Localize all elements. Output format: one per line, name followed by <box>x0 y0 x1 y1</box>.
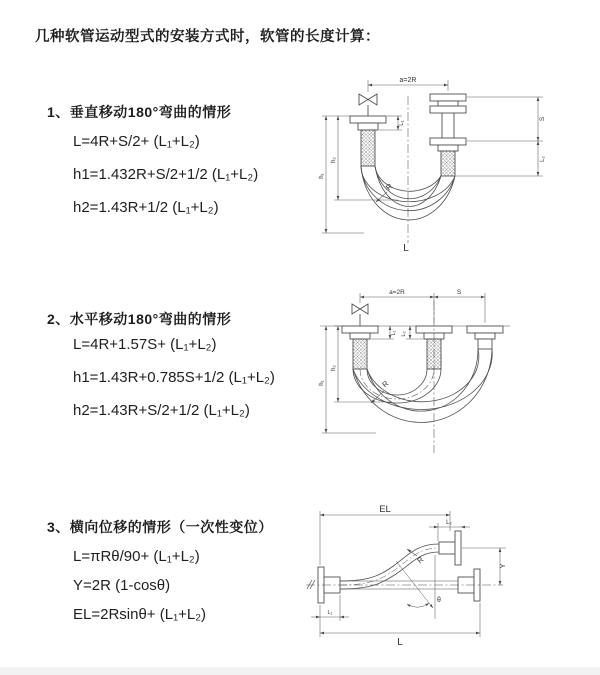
dim-label-h1: h₁ <box>319 173 325 179</box>
formula-line: L=4R+1.57S+ (L₁+L₂) <box>73 336 217 353</box>
dim-label-l1: L₁ <box>391 330 397 336</box>
dim-label-a2r: a=2R <box>389 289 405 296</box>
radius-label: R <box>415 554 426 566</box>
pipe-break-mark <box>307 580 315 589</box>
dim-label-el: EL <box>379 504 391 515</box>
dim-label-l2: L₂ <box>540 156 546 162</box>
diagram-horizontal-180-bend <box>312 283 562 463</box>
section-1-heading: 1、垂直移动180°弯曲的情形 <box>47 104 232 120</box>
right-flanges <box>430 94 466 151</box>
dim-label-l1: L₁ <box>399 120 405 126</box>
formula-line: L=4R+S/2+ (L₁+L₂) <box>73 133 200 150</box>
diagram-lateral-displacement <box>298 503 580 648</box>
radius-label: R <box>384 181 395 193</box>
dim-label-s: S <box>456 289 462 296</box>
formula-line: L=πRθ/90+ (L₁+L₂) <box>73 548 200 565</box>
formula-line: h1=1.432R+S/2+1/2 (L₁+L₂) <box>73 166 259 183</box>
diagram-vertical-180-bend <box>310 68 560 258</box>
dim-label-a2r: a=2R <box>399 77 417 84</box>
dim-label-h2: h₂ <box>331 157 337 163</box>
left-braided-section <box>353 339 367 369</box>
dim-label-l1: L₁ <box>327 610 333 616</box>
dim-label-s: S <box>539 116 546 122</box>
section-2-heading: 2、水平移动180°弯曲的情形 <box>47 311 232 327</box>
angle-construction <box>396 555 435 619</box>
left-flange <box>350 116 386 130</box>
formula-line: h2=1.43R+1/2 (L₁+L₂) <box>73 199 219 216</box>
right-braided-section <box>441 151 455 176</box>
valve-icon <box>352 304 368 326</box>
dim-label-h2: h₂ <box>331 365 337 371</box>
length-label: L <box>397 637 403 648</box>
hose-s-curve <box>340 544 439 589</box>
radius-label: R <box>380 378 391 390</box>
page-title: 几种软管运动型式的安装方式时，软管的长度计算： <box>35 29 380 45</box>
formula-line: Y=2R (1-cosθ) <box>73 577 171 594</box>
formula-line: h2=1.43R+S/2+1/2 (L₁+L₂) <box>73 402 250 419</box>
dim-label-l2: L₂ <box>401 331 407 337</box>
left-braided-section <box>361 130 375 166</box>
dim-label-h1: h₁ <box>319 380 325 386</box>
dim-label-l2: L₂ <box>446 520 452 526</box>
scan-edge <box>0 667 600 675</box>
formula-line: EL=2Rsinθ+ (L₁+L₂) <box>73 606 207 623</box>
hose-u-bends <box>353 349 492 422</box>
dim-label-y: Y <box>498 563 507 569</box>
length-label: L <box>403 243 409 254</box>
displaced-flange <box>439 531 461 565</box>
dimension-lines <box>322 80 543 233</box>
dimension-lines <box>320 293 485 433</box>
valve-icon <box>359 94 377 116</box>
section-3-heading: 3、横向位移的情形（一次性变位） <box>47 519 273 535</box>
formula-line: h1=1.43R+0.785S+1/2 (L₁+L₂) <box>73 369 275 386</box>
theta-label: θ <box>437 597 441 604</box>
